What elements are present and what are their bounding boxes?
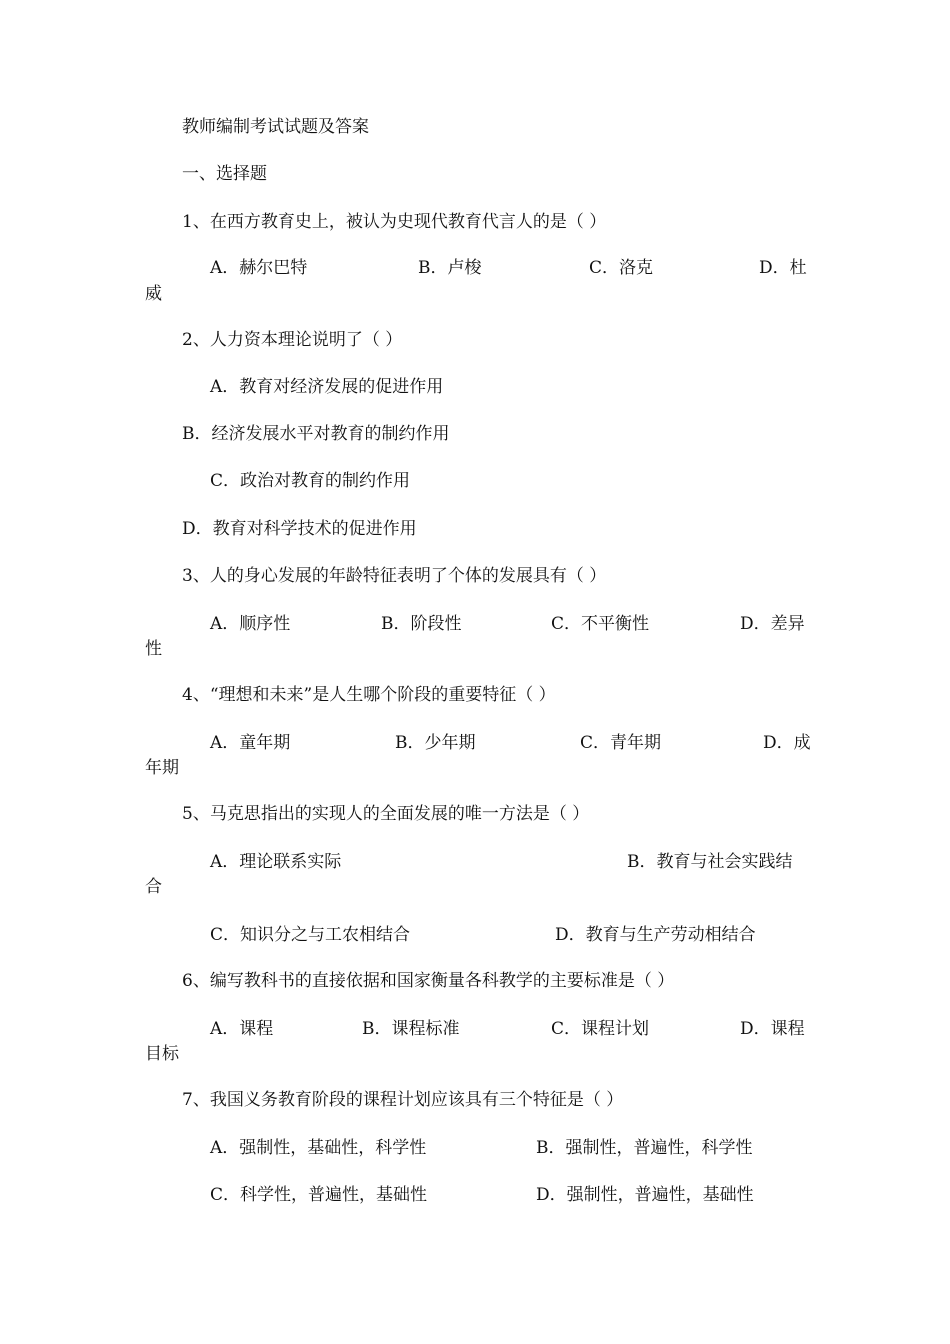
question-6-option-d-wrap: 目标 [145,1044,179,1064]
question-6-option-c: C．课程计划 [551,1019,650,1039]
question-5-option-b: B．教育与社会实践结 [627,852,793,872]
question-3-option-c: C．不平衡性 [551,614,650,634]
question-1-stem: 1、在西方教育史上，被认为史现代教育代言人的是（ ） [182,212,607,232]
question-1-option-d: D．杜 [759,258,807,278]
question-6-stem: 6、编写教科书的直接依据和国家衡量各科教学的主要标准是（ ） [182,971,675,991]
question-6-option-d: D．课程 [740,1019,805,1039]
question-3-option-a: A．顺序性 [210,614,291,634]
question-4-option-a: A．童年期 [210,733,291,753]
question-7-option-a: A．强制性，基础性，科学性 [210,1138,427,1158]
question-5-option-c: C．知识分之与工农相结合 [210,925,411,945]
question-4-option-b: B．少年期 [395,733,476,753]
question-5-option-b-wrap: 合 [145,877,162,897]
question-7-option-c: C．科学性，普遍性，基础性 [210,1185,428,1205]
question-6-option-a: A．课程 [210,1019,274,1039]
question-2-option-b: B．经济发展水平对教育的制约作用 [182,424,450,444]
question-4-option-c: C．青年期 [580,733,662,753]
question-6-option-b: B．课程标准 [362,1019,460,1039]
question-2-stem: 2、人力资本理论说明了（ ） [182,330,403,350]
section-heading: 一、选择题 [182,164,267,184]
document-title: 教师编制考试试题及答案 [182,117,369,137]
question-4-stem: 4、“理想和未来”是人生哪个阶段的重要特征（ ） [182,685,556,705]
question-1-option-b: B．卢梭 [418,258,482,278]
question-1-option-a: A．赫尔巴特 [210,258,308,278]
question-1-option-d-wrap: 威 [145,284,162,304]
question-4-option-d: D．成 [763,733,811,753]
question-2-option-d: D．教育对科学技术的促进作用 [182,519,417,539]
question-5-stem: 5、马克思指出的实现人的全面发展的唯一方法是（ ） [182,804,590,824]
question-3-option-d-wrap: 性 [145,639,162,659]
question-2-option-a: A．教育对经济发展的促进作用 [210,377,444,397]
question-7-option-d: D．强制性，普遍性，基础性 [536,1185,754,1205]
question-5-option-d: D．教育与生产劳动相结合 [555,925,756,945]
question-1-option-c: C．洛克 [589,258,654,278]
question-3-option-b: B．阶段性 [381,614,462,634]
question-4-option-d-wrap: 年期 [145,758,179,778]
question-3-option-d: D．差异 [740,614,805,634]
question-5-option-a: A．理论联系实际 [210,852,342,872]
question-7-stem: 7、我国义务教育阶段的课程计划应该具有三个特征是（ ） [182,1090,624,1110]
question-2-option-c: C．政治对教育的制约作用 [210,471,411,491]
question-7-option-b: B．强制性，普遍性，科学性 [536,1138,753,1158]
question-3-stem: 3、人的身心发展的年龄特征表明了个体的发展具有（ ） [182,566,607,586]
